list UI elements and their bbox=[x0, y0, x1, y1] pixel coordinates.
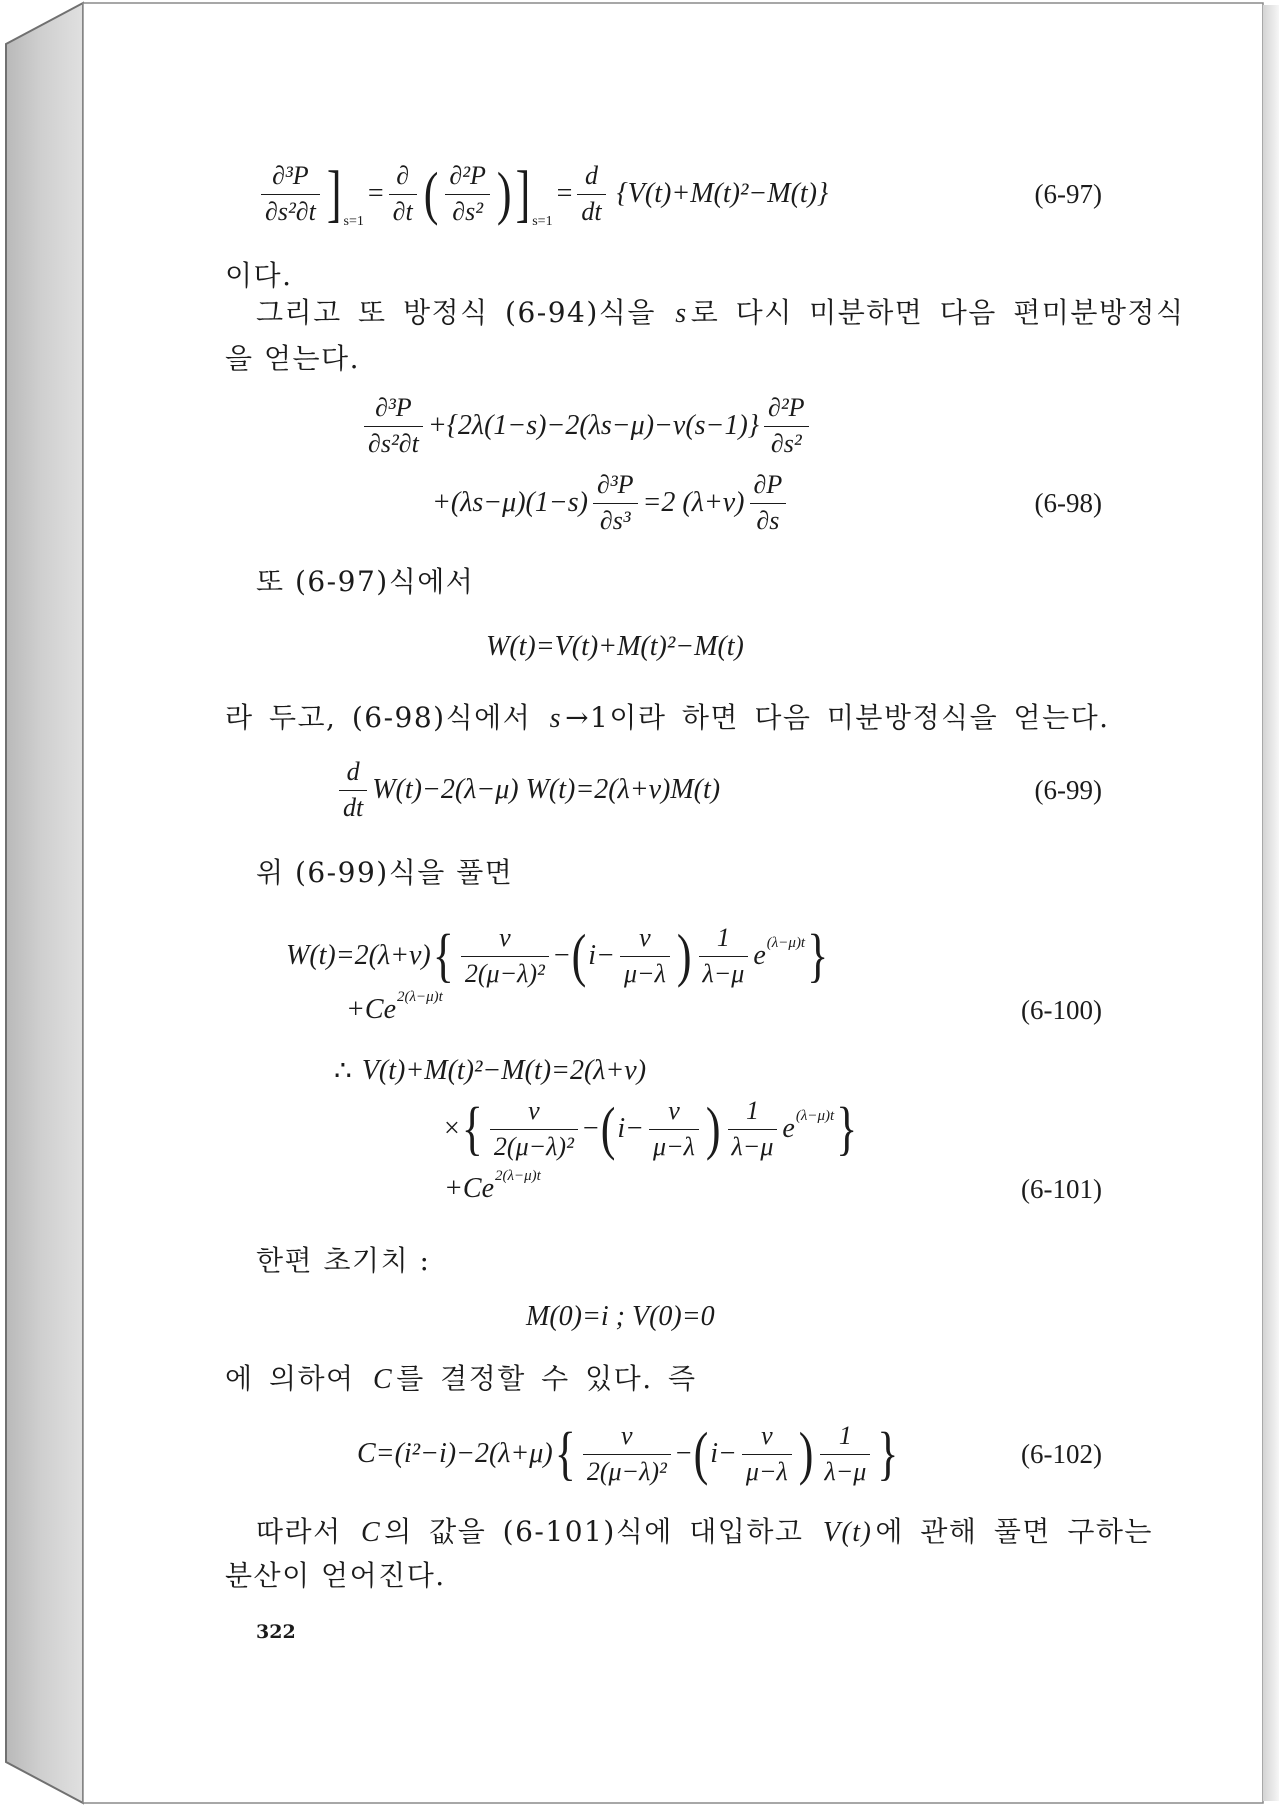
fraction-denominator: ∂s² bbox=[770, 428, 802, 458]
math-variable: V(t) bbox=[822, 1517, 873, 1548]
right-paren: ) bbox=[676, 922, 692, 989]
equation-number: (6-99) bbox=[1034, 775, 1102, 805]
therefore-symbol: ∴ bbox=[334, 1056, 352, 1087]
equation-number: (6-98) bbox=[1034, 488, 1102, 518]
equation-6-98-line-2 bbox=[432, 468, 791, 538]
equation-6-97 bbox=[256, 159, 828, 229]
equation-term: +(λs−μ)(1−s) bbox=[432, 487, 588, 518]
fraction bbox=[577, 161, 605, 227]
fraction bbox=[261, 161, 320, 227]
equation-w-definition bbox=[486, 612, 744, 682]
fraction-denominator: μ−λ bbox=[623, 958, 666, 988]
text-segment: 의 값을 (6-101)식에 대입하고 bbox=[384, 1515, 820, 1548]
equation-6-98-line-1 bbox=[359, 391, 814, 461]
fraction-denominator: ∂s³ bbox=[599, 505, 631, 535]
equation-term: i− bbox=[710, 1438, 737, 1469]
equation-body: M(0)=i ; V(0)=0 bbox=[526, 1301, 715, 1332]
equals-sign: = bbox=[556, 178, 573, 209]
fraction-numerator: ν bbox=[461, 923, 549, 957]
right-paren: ) bbox=[705, 1095, 721, 1162]
minus-sign: − bbox=[553, 940, 570, 971]
fraction-numerator: ν bbox=[620, 923, 670, 957]
exponent: 2(λ−μ)t bbox=[495, 1167, 541, 1184]
book-spine bbox=[6, 3, 83, 1803]
page-edge-shadow bbox=[1263, 5, 1279, 1801]
text-segment: →1이라 하면 다음 미분방정식을 얻는다. bbox=[565, 701, 1110, 734]
fraction bbox=[490, 1096, 578, 1162]
fraction bbox=[620, 923, 670, 989]
fraction-denominator: λ−μ bbox=[824, 1456, 867, 1486]
evaluation-bar bbox=[326, 157, 364, 229]
text-line: 위 (6-99)식을 풀면 bbox=[256, 856, 514, 889]
right-brace: } bbox=[836, 1095, 858, 1162]
fraction-numerator: ν bbox=[583, 1421, 671, 1455]
fraction-denominator: 2(μ−λ)² bbox=[586, 1456, 667, 1486]
fraction bbox=[445, 161, 490, 227]
equation-term: W(t)=2(λ+ν) bbox=[286, 940, 431, 971]
fraction bbox=[364, 393, 423, 459]
math-variable: s bbox=[549, 703, 563, 734]
text-line: 분산이 얻어진다. bbox=[225, 1559, 446, 1592]
fraction-numerator: ∂P bbox=[750, 470, 787, 504]
fraction-numerator: ∂²P bbox=[764, 393, 809, 427]
fraction-numerator: 1 bbox=[728, 1096, 778, 1130]
bracket: ] bbox=[326, 157, 342, 229]
text-segment: 로 다시 미분하면 다음 편미분방정식 bbox=[690, 296, 1185, 329]
equation-number: (6-101) bbox=[1021, 1174, 1102, 1204]
fraction-numerator: 1 bbox=[699, 923, 749, 957]
exponential-base: e bbox=[753, 940, 766, 971]
evaluation-point: s=1 bbox=[343, 214, 364, 229]
equation-6-100-line-2 bbox=[346, 975, 443, 1045]
right-brace: } bbox=[877, 1420, 899, 1487]
text-segment: 그리고 또 방정식 (6-94)식을 bbox=[256, 296, 673, 329]
equals-sign: = bbox=[367, 178, 384, 209]
fraction bbox=[583, 1421, 671, 1487]
fraction-denominator: ∂s²∂t bbox=[368, 428, 419, 458]
fraction-denominator: λ−μ bbox=[702, 958, 745, 988]
exponent: 2(λ−μ)t bbox=[397, 988, 443, 1005]
equation-rhs: {V(t)+M(t)²−M(t)} bbox=[616, 178, 829, 209]
right-brace: } bbox=[807, 922, 829, 989]
fraction-denominator: 2(μ−λ)² bbox=[493, 1131, 574, 1161]
text-segment: 에 관해 풀면 구하는 bbox=[875, 1515, 1153, 1548]
text-segment: 에 의하여 bbox=[225, 1362, 370, 1395]
equation-number: (6-97) bbox=[1034, 179, 1102, 209]
equation-term: W(t)−2(λ−μ) W(t)=2(λ+ν)M(t) bbox=[372, 774, 721, 805]
math-variable: C bbox=[373, 1364, 394, 1395]
fraction-numerator: d bbox=[339, 757, 367, 791]
fraction-numerator: ∂³P bbox=[261, 161, 320, 195]
math-variable: C bbox=[361, 1517, 382, 1548]
equation-6-101-line-3 bbox=[444, 1154, 541, 1224]
fraction-denominator: ∂t bbox=[392, 196, 413, 226]
fraction-numerator: d bbox=[577, 161, 605, 195]
left-paren: ( bbox=[571, 922, 587, 989]
fraction-numerator: 1 bbox=[820, 1421, 870, 1455]
fraction bbox=[593, 470, 638, 536]
exponential-base: e bbox=[782, 1113, 795, 1144]
text-line bbox=[256, 1514, 1153, 1551]
fraction bbox=[649, 1096, 699, 1162]
equation-term: +Ce bbox=[346, 994, 396, 1025]
equation-term: +{2λ(1−s)−2(λs−μ)−ν(s−1)} bbox=[427, 410, 759, 441]
equation-term: i− bbox=[617, 1113, 645, 1144]
fraction-denominator: λ−μ bbox=[731, 1131, 774, 1161]
text-line: 또 (6-97)식에서 bbox=[256, 565, 475, 598]
fraction-numerator: ∂³P bbox=[364, 393, 423, 427]
fraction-denominator: μ−λ bbox=[653, 1131, 695, 1161]
equation-term: i− bbox=[588, 940, 615, 971]
page-number: 322 bbox=[256, 1621, 296, 1643]
fraction-denominator: dt bbox=[343, 792, 364, 822]
fraction-numerator: ∂³P bbox=[593, 470, 638, 504]
times-sign: × bbox=[444, 1113, 460, 1144]
left-paren: ( bbox=[423, 160, 439, 227]
fraction bbox=[728, 1096, 778, 1162]
fraction-denominator: ∂s bbox=[756, 505, 780, 535]
minus-sign: − bbox=[675, 1438, 692, 1469]
equation-number: (6-102) bbox=[1021, 1439, 1102, 1469]
equation-6-102 bbox=[357, 1419, 900, 1489]
right-paren: ) bbox=[798, 1420, 814, 1487]
equation-number: (6-100) bbox=[1021, 995, 1102, 1025]
fraction-denominator: ∂s²∂t bbox=[265, 196, 316, 226]
evaluation-point: s=1 bbox=[532, 214, 553, 229]
exponent: (λ−μ)t bbox=[795, 1107, 835, 1124]
fraction bbox=[750, 470, 787, 536]
fraction-denominator: ∂s² bbox=[452, 196, 484, 226]
fraction bbox=[820, 1421, 870, 1487]
text-line: 을 얻는다. bbox=[225, 342, 360, 375]
bracket: ] bbox=[515, 157, 531, 229]
left-brace: { bbox=[554, 1420, 576, 1487]
exponent: (λ−μ)t bbox=[766, 934, 806, 951]
fraction-numerator: ν bbox=[649, 1096, 699, 1130]
fraction bbox=[699, 923, 749, 989]
minus-sign: − bbox=[582, 1113, 599, 1144]
left-brace: { bbox=[461, 1095, 483, 1162]
fraction bbox=[764, 393, 809, 459]
equation-6-99 bbox=[334, 755, 720, 825]
fraction bbox=[339, 757, 367, 823]
fraction bbox=[742, 1421, 792, 1487]
left-brace: { bbox=[432, 922, 454, 989]
equation-term: V(t)+M(t)²−M(t)=2(λ+ν) bbox=[361, 1055, 647, 1086]
text-line: 한편 초기치 : bbox=[256, 1244, 431, 1277]
fraction-denominator: dt bbox=[581, 196, 602, 226]
math-variable: s bbox=[675, 298, 688, 329]
equation-term: C=(i²−i)−2(λ+μ) bbox=[357, 1438, 553, 1469]
text-line bbox=[256, 295, 1185, 332]
equation-term: =2 (λ+ν) bbox=[642, 487, 745, 518]
right-paren: ) bbox=[496, 160, 512, 227]
text-line: 이다. bbox=[225, 259, 293, 292]
evaluation-bar bbox=[515, 157, 553, 229]
fraction-numerator: ν bbox=[742, 1421, 792, 1455]
fraction-denominator: 2(μ−λ)² bbox=[464, 958, 545, 988]
text-line bbox=[225, 1361, 697, 1398]
left-paren: ( bbox=[600, 1095, 616, 1162]
text-segment: 라 두고, (6-98)식에서 bbox=[225, 701, 547, 734]
equation-term: +Ce bbox=[444, 1173, 494, 1204]
fraction-numerator: ν bbox=[490, 1096, 578, 1130]
equation-body: W(t)=V(t)+M(t)²−M(t) bbox=[486, 631, 744, 662]
text-line bbox=[225, 700, 1110, 737]
text-segment: 따라서 bbox=[256, 1515, 359, 1548]
equation-initial-values bbox=[526, 1282, 715, 1352]
fraction-denominator: μ−λ bbox=[745, 1456, 788, 1486]
fraction-numerator: ∂ bbox=[389, 161, 417, 195]
text-segment: 를 결정할 수 있다. 즉 bbox=[396, 1362, 697, 1395]
fraction bbox=[389, 161, 417, 227]
fraction-numerator: ∂²P bbox=[445, 161, 490, 195]
left-paren: ( bbox=[693, 1420, 709, 1487]
fraction bbox=[461, 923, 549, 989]
